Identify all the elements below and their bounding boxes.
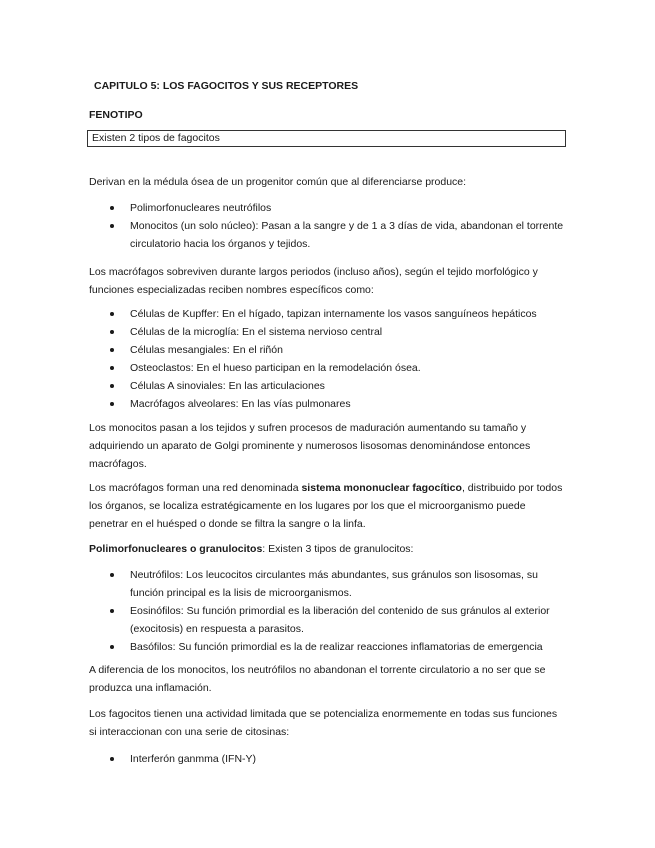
- text-run: , distribuido por todos los órganos, se localiza estratégicamente en los lugares por los que el microorganismo puede penetrar en el huésped o donde se filtra la sangre o la linfa.: [89, 482, 563, 530]
- bullet: [110, 312, 114, 316]
- list-item: [89, 750, 567, 768]
- list-cytokines: [89, 750, 567, 768]
- list-item-text: Neutrófilos: Los leucocitos circulantes más abundantes, sus gránulos son lisosomas, su función principal es la lisis de microorganismos.: [130, 569, 538, 599]
- bullet: [110, 384, 114, 388]
- list-item: [89, 217, 567, 253]
- bullet: [110, 609, 114, 613]
- bullet: [110, 757, 114, 761]
- list-item-text: Células de Kupffer: En el hígado, tapizan internamente los vasos sanguíneos hepáticos: [130, 308, 537, 320]
- list-item: [89, 395, 567, 413]
- list-item: [89, 359, 567, 377]
- list-item-text: Células mesangiales: En el riñón: [130, 344, 283, 356]
- list-item: [89, 199, 567, 217]
- term-mononuclear-system: sistema mononuclear fagocítico: [301, 482, 462, 494]
- list-macrophage-names: [89, 305, 567, 413]
- boxed-line: Existen 2 tipos de fagocitos: [87, 130, 566, 147]
- bullet: [110, 330, 114, 334]
- bullet: [110, 206, 114, 210]
- list-item-text: Células de la microglía: En el sistema nervioso central: [130, 326, 383, 338]
- list-item-text: Osteoclastos: En el hueso participan en la remodelación ósea.: [130, 362, 421, 374]
- list-item-text: Interferón ganmma (IFN-Y): [130, 753, 257, 765]
- list-item-text: Eosinófilos: Su función primordial es la liberación del contenido de sus gránulos al exterior (exocitosis) en respuesta a parasitos.: [130, 605, 550, 635]
- paragraph-macrophages: Los macrófagos sobreviven durante largos periodos (incluso años), según el tejido morfológico y funciones especializadas reciben nombres específicos como:: [89, 266, 538, 296]
- text-run: Los macrófagos forman una red denominada: [89, 482, 302, 494]
- paragraph-neutrophils: A diferencia de los monocitos, los neutrófilos no abandonan el torrente circulatorio a no ser que se produzca una inflamación.: [89, 664, 546, 694]
- list-item-text: Monocitos (un solo núcleo): Pasan a la sangre y de 1 a 3 días de vida, abandonan el torrente circulatorio hacia los órganos y tejidos.: [130, 220, 564, 250]
- bullet: [110, 645, 114, 649]
- bullet: [110, 366, 114, 370]
- chapter-title: CAPITULO 5: LOS FAGOCITOS Y SUS RECEPTORES: [94, 80, 359, 92]
- list-item: [89, 602, 567, 638]
- list-item: [89, 323, 567, 341]
- list-item-text: Polimorfonucleares neutrófilos: [130, 202, 272, 214]
- list-item: [89, 305, 567, 323]
- paragraph-origin: Derivan en la médula ósea de un progenitor común que al diferenciarse produce:: [89, 176, 467, 188]
- list-item: [89, 377, 567, 395]
- list-item: [89, 341, 567, 359]
- list-item-text: Basófilos: Su función primordial es la de realizar reacciones inflamatorias de emergencia: [130, 641, 543, 653]
- list-item: [89, 638, 567, 656]
- text-run: : Existen 3 tipos de granulocitos:: [262, 543, 414, 555]
- list-granulocyte-types: [89, 566, 567, 656]
- list-item-text: Macrófagos alveolares: En las vías pulmonares: [130, 398, 351, 410]
- paragraph-granulocytes: [89, 540, 567, 558]
- bullet: [110, 573, 114, 577]
- bullet: [110, 224, 114, 228]
- paragraph-monocytes: Los monocitos pasan a los tejidos y sufren procesos de maduración aumentando su tamaño y adquiriendo un aparato de Golgi prominente y numerosos lisosomas denominándose entonces macrófagos.: [89, 422, 531, 470]
- list-phagocyte-types: [89, 199, 567, 253]
- list-item-text: Células A sinoviales: En las articulaciones: [130, 380, 325, 392]
- section-heading: FENOTIPO: [89, 109, 143, 121]
- term-granulocytes: Polimorfonucleares o granulocitos: [89, 543, 263, 555]
- paragraph-mononuclear-system: [89, 479, 567, 533]
- bullet: [110, 348, 114, 352]
- paragraph-cytokines: Los fagocitos tienen una actividad limitada que se potencializa enormemente en todas sus funciones si interaccionan con una serie de citosinas:: [89, 708, 558, 738]
- list-item: [89, 566, 567, 602]
- bullet: [110, 402, 114, 406]
